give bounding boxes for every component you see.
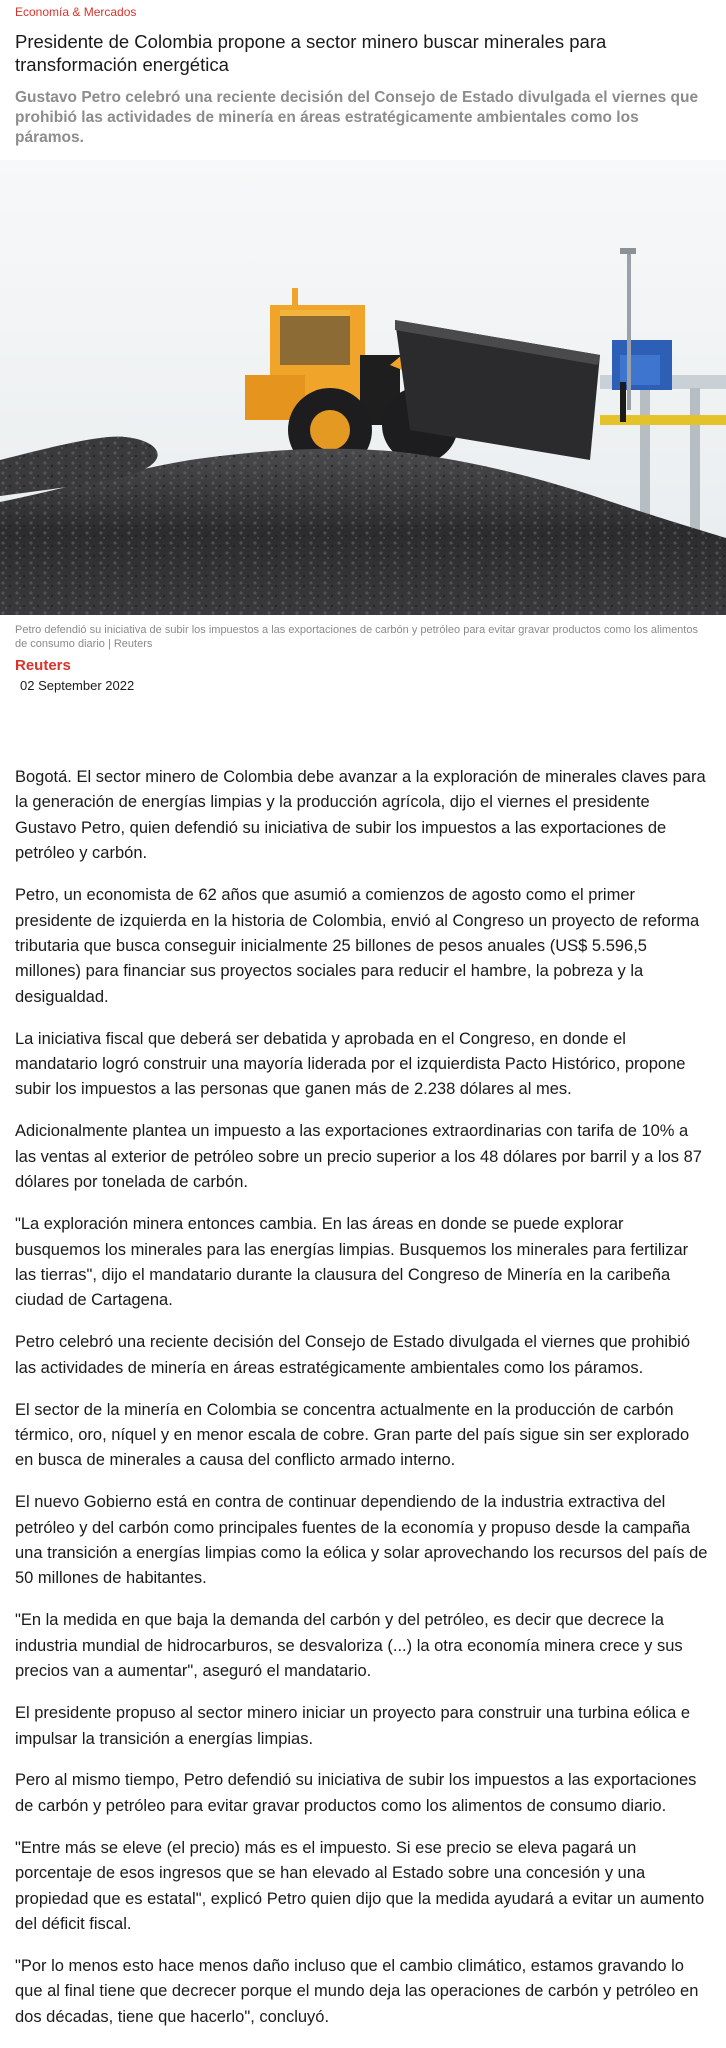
body-paragraph: "Por lo menos esto hace menos daño incluso que el cambio climático, estamos gravando lo que al final tiene que decrecer porque el mundo deja las operaciones de carbón y petróleo en dos décadas, tiene que hacerlo", concluyó. — [15, 1956, 699, 2026]
body-paragraph: Pero al mismo tiempo, Petro defendió su iniciativa de subir los impuestos a las exportaciones de carbón y petróleo para evitar gravar productos como los alimentos de consumo diario. — [15, 1771, 697, 1815]
body-paragraph: "La exploración minera entonces cambia. En las áreas en donde se puede explorar busquemos los minerales para las energías limpias. Busquemos los minerales para fertilizar las tierras", dijo el mandatario durante la clausura del Congreso de Minería en la caribeña ciudad de Cartagena. — [15, 1215, 689, 1310]
body-paragraph: Adicionalmente plantea un impuesto a las exportaciones extraordinarias con tarifa de 10% a las ventas al exterior de petróleo sobre un precio superior a los 48 dólares por barril y a los 87 dólares por tonelada de carbón. — [15, 1122, 702, 1192]
article-header — [0, 0, 726, 148]
source-link[interactable]: Reuters — [15, 657, 71, 674]
body-paragraph: El presidente propuso al sector minero iniciar un proyecto para construir una turbina eólica e impulsar la transición a energías limpias. — [15, 1704, 691, 1748]
body-paragraph: "En la medida en que baja la demanda del carbón y del petróleo, es decir que decrece la industria mundial de hidrocarburos, se desvaloriza (...) la otra economía minera crece y sus precios van a aumentar", aseguró el mandatario. — [15, 1611, 683, 1681]
body-paragraph: Bogotá. El sector minero de Colombia debe avanzar a la exploración de minerales claves para la generación de energías limpias y la producción agrícola, dijo el viernes el presidente Gustavo Petro, quien defendió su iniciativa de subir los impuestos a las exportaciones de petróleo y carbón. — [15, 768, 706, 863]
article-body — [0, 694, 726, 2030]
body-paragraph: La iniciativa fiscal que deberá ser debatida y aprobada en el Congreso, en donde el mandatario logró construir una mayoría liderada por el izquierdista Pacto Histórico, propone subir los impuestos a las personas que ganen más de 2.238 dólares al mes. — [15, 1029, 686, 1099]
body-paragraph: "Entre más se eleve (el precio) más es el impuesto. Si ese precio se eleva pagará un porcentaje de esos ingresos que se han elevado al Estado sobre una concesión y una propiedad que es estatal", explicó Petro quien dijo que la medida ayudará a evitar un aumento del déficit fiscal. — [15, 1838, 705, 1933]
body-paragraph: El sector de la minería en Colombia se concentra actualmente en la producción de carbón térmico, oro, níquel y en menor escala de cobre. Gran parte del país sigue sin ser explorado en busca de minerales a causa del conflicto armado interno. — [15, 1400, 690, 1470]
article-subtitle: Gustavo Petro celebró una reciente decisión del Consejo de Estado divulgada el viernes que prohibió las actividades de minería en áreas estratégicamente ambientales como los páramos. — [15, 89, 699, 146]
category-link[interactable]: Economía & Mercados — [15, 5, 137, 19]
body-paragraph: Petro celebró una reciente decisión del Consejo de Estado divulgada el viernes que prohibió las actividades de minería en áreas estratégicamente ambientales como los páramos. — [15, 1333, 691, 1377]
body-paragraph: Petro, un economista de 62 años que asumió a comienzos de agosto como el primer presidente de izquierda en la historia de Colombia, envió al Congreso un proyecto de reforma tributaria que busca conseguir inicialmente 25 billones de pesos anuales (US$ 5.596,5 millones) para financiar sus proyectos sociales para reducir el hambre, la pobreza y la desigualdad. — [15, 886, 700, 1006]
publish-date: 02 September 2022 — [20, 678, 135, 693]
article-image — [0, 160, 726, 615]
body-paragraph: El nuevo Gobierno está en contra de continuar dependiendo de la industria extractiva del petróleo y del carbón como principales fuentes de la economía y propuso desde la campaña una transición a energías limpias como la eólica y solar aprovechando los recursos del país de 50 millones de habitantes. — [15, 1493, 708, 1588]
image-caption: Petro defendió su iniciativa de subir los impuestos a las exportaciones de carbón y petróleo para evitar gravar productos como los alimentos de consumo diario | Reuters — [15, 624, 698, 650]
article-title: Presidente de Colombia propone a sector minero buscar minerales para transformación energética — [15, 31, 607, 75]
